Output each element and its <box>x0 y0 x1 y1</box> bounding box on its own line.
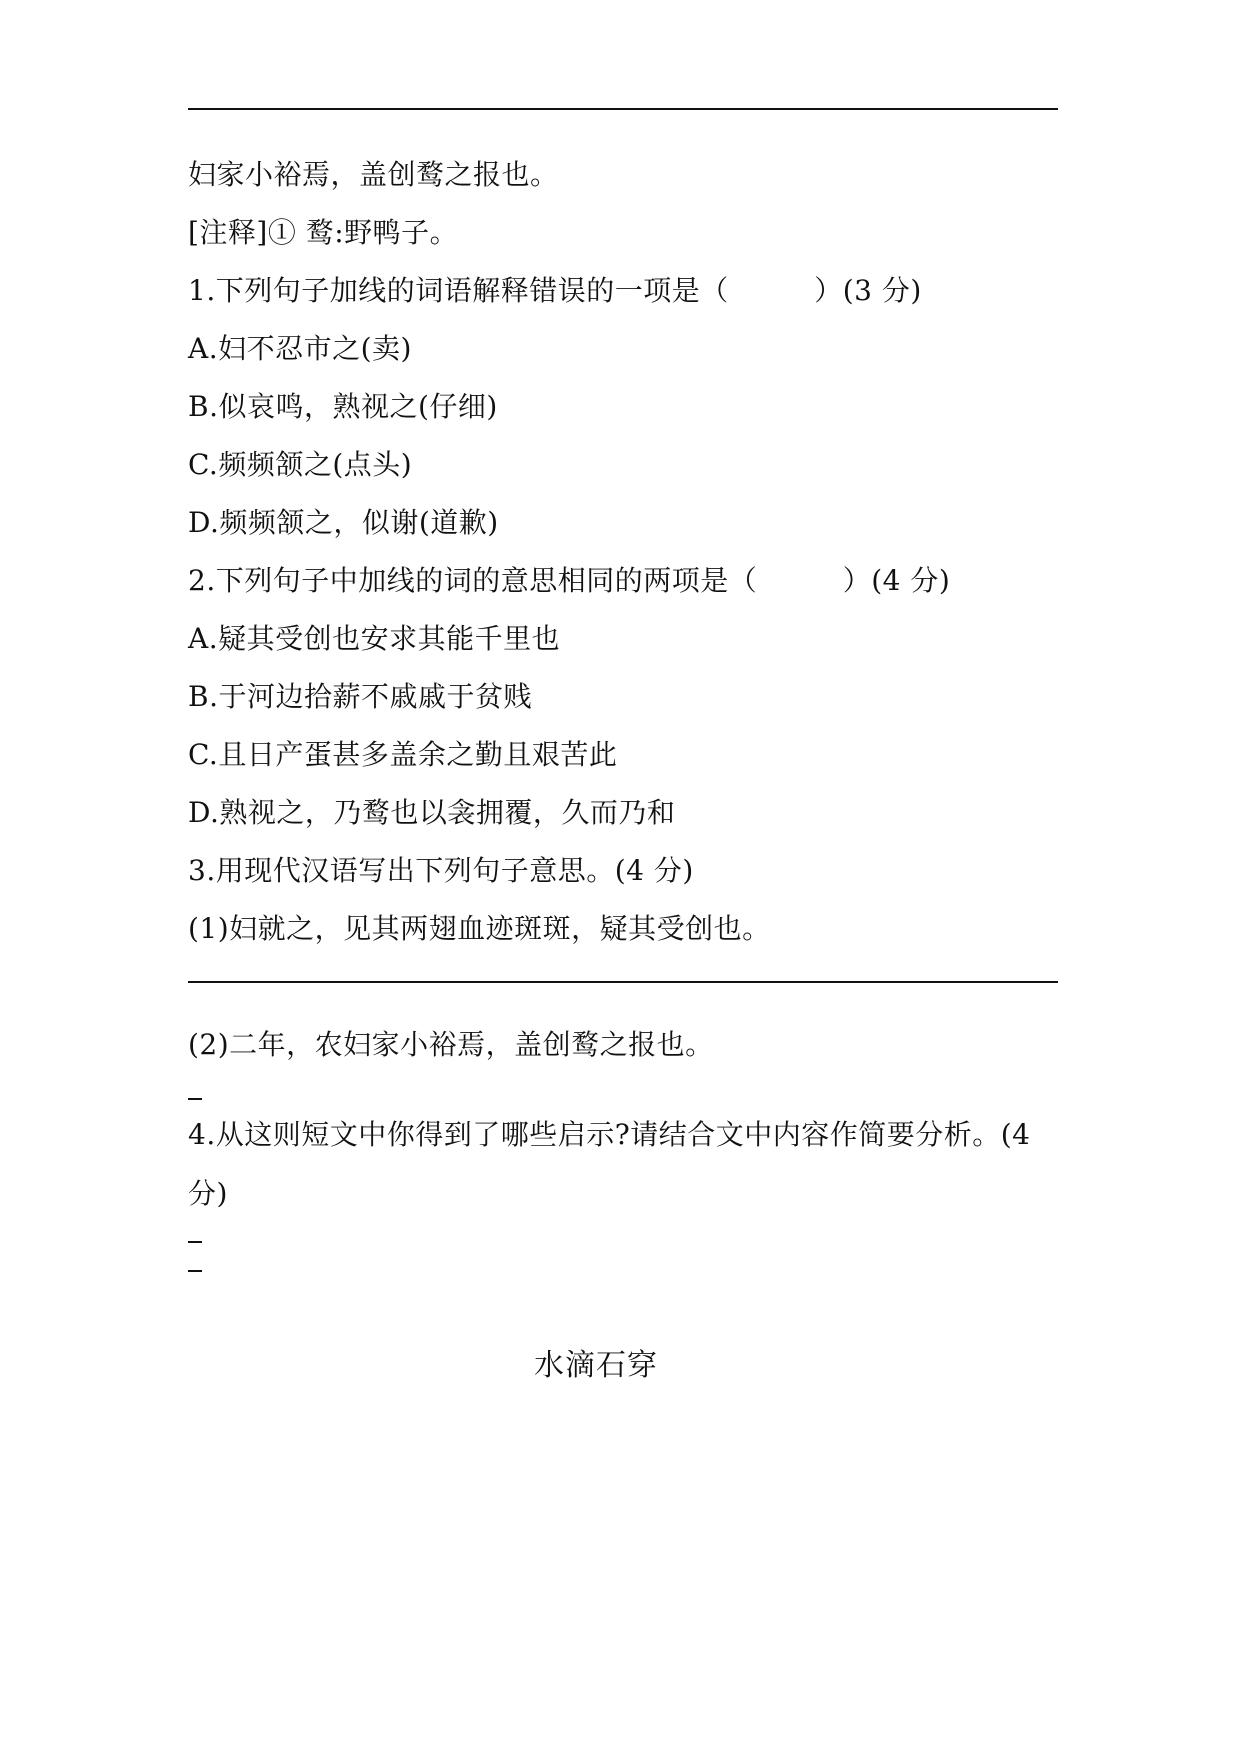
question-1: 1.下列句子加线的词语解释错误的一项是（ ）(3 分) <box>188 274 922 307</box>
answer-blank-3-2 <box>188 1098 202 1100</box>
next-passage-title: 水滴石穿 <box>534 1348 658 1383</box>
question-2-option-d: D.熟视之，乃鹜也以衾拥覆，久而乃和 <box>188 796 676 829</box>
answer-blank-4-b <box>188 1270 202 1272</box>
question-1-option-b: B.似哀鸣，熟视之(仔细) <box>188 390 498 423</box>
question-1-option-d: D.频频颔之，似谢(道歉) <box>188 506 499 539</box>
answer-line-3-1 <box>188 981 1058 983</box>
top-answer-line <box>188 108 1058 110</box>
question-1-option-a: A.妇不忍市之(卖) <box>188 332 412 365</box>
question-2-option-b: B.于河边拾薪不戚戚于贫贱 <box>188 680 532 713</box>
answer-blank-4-a <box>188 1241 202 1243</box>
annotation: [注释]① 鹜:野鸭子。 <box>188 216 459 249</box>
question-2-option-a: A.疑其受创也安求其能千里也 <box>188 622 561 655</box>
passage-ending: 妇家小裕焉，盖创鹜之报也。 <box>188 158 559 191</box>
question-1-option-c: C.频频颔之(点头) <box>188 448 413 481</box>
question-3-part-1: (1)妇就之，见其两翅血迹斑斑，疑其受创也。 <box>188 912 771 945</box>
question-3-part-2: (2)二年，农妇家小裕焉，盖创鹜之报也。 <box>188 1028 714 1061</box>
question-2: 2.下列句子中加线的词的意思相同的两项是（ ）(4 分) <box>188 564 951 597</box>
question-3: 3.用现代汉语写出下列句子意思。(4 分) <box>188 854 694 887</box>
question-4-continued: 分) <box>188 1177 228 1210</box>
question-4: 4.从这则短文中你得到了哪些启示?请结合文中内容作简要分析。(4 <box>188 1118 1031 1151</box>
question-2-option-c: C.且日产蛋甚多盖余之勤且艰苦此 <box>188 738 618 771</box>
